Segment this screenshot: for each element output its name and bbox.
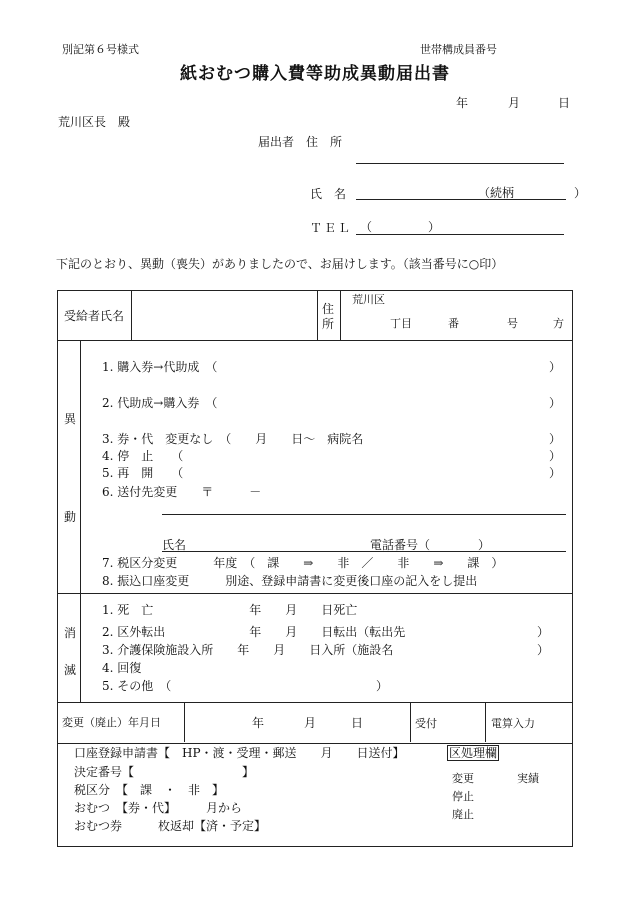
change-label-2: 動 <box>64 510 77 524</box>
loss-item-2[interactable]: 2. 区外転出 年 月 日転出（転出先 <box>102 625 406 639</box>
contact-line[interactable] <box>162 551 566 552</box>
office-line-3: 税区分 【 課 ・ 非 】 <box>74 783 225 797</box>
tel-label: ＴＥＬ <box>310 221 353 235</box>
receipt-label: 受付 <box>415 717 437 730</box>
change-label-1: 異 <box>64 412 77 426</box>
change-date-label: 変更（廃止）年月日 <box>62 716 161 729</box>
office-line-5: おむつ券 枚返却【済・予定】 <box>74 819 267 833</box>
close-paren: ） <box>537 625 550 639</box>
office-stop-label: 停止 <box>452 790 474 803</box>
new-address-line[interactable] <box>162 514 566 515</box>
divider <box>184 702 185 742</box>
kata-label: 方 <box>553 317 564 330</box>
office-change-label: 変更 <box>452 772 474 785</box>
loss-label-1: 消 <box>64 626 77 640</box>
applicant-address-label: 住 所 <box>306 135 343 149</box>
computer-input-label: 電算入力 <box>491 717 535 730</box>
change-item-2[interactable]: 2. 代助成→購入券 （ <box>102 396 218 410</box>
close-paren: ） <box>549 432 562 446</box>
divider <box>317 290 318 340</box>
address-label-2: 所 <box>322 317 335 331</box>
change-item-3[interactable]: 3. 券・代 変更なし （ 月 日～ 病院名 <box>102 432 364 446</box>
divider <box>410 702 411 742</box>
loss-item-4[interactable]: 4. 回復 <box>102 661 142 675</box>
applicant-label: 届出者 <box>258 135 295 149</box>
change-item-7[interactable]: 7. 税区分変更 年度 （ 課 ⇒ 非 ／ 非 ⇒ 課 ） <box>102 556 504 570</box>
form-id: 別記第６号様式 <box>62 43 139 56</box>
tel-field[interactable] <box>356 234 564 235</box>
addressee: 荒川区長 殿 <box>58 115 131 129</box>
divider <box>57 340 573 341</box>
divider <box>485 702 486 742</box>
loss-item-3[interactable]: 3. 介護保険施設入所 年 月 日入所（施設名 <box>102 643 394 657</box>
relationship-label: （続柄 ） <box>478 186 587 200</box>
address-label-1: 住 <box>322 302 335 316</box>
close-paren: ） <box>376 679 389 693</box>
close-paren: ） <box>549 396 562 410</box>
household-no-label: 世帯構成員番号 <box>420 43 497 56</box>
recipient-name-label: 受給者氏名 <box>64 309 125 323</box>
close-paren: ） <box>537 643 550 657</box>
loss-item-5[interactable]: 5. その他 （ <box>102 679 172 693</box>
divider <box>80 340 81 702</box>
ward-label: 荒川区 <box>352 293 385 306</box>
office-record-label: 実績 <box>517 772 539 785</box>
date-month-label: 月 <box>508 96 521 110</box>
intro-text: 下記のとおり、異動（喪失）がありましたので、お届けします。（該当番号に○印） <box>56 257 504 271</box>
change-item-6[interactable]: 6. 送付先変更 〒 － <box>102 485 262 499</box>
close-paren: ） <box>549 466 562 480</box>
change-item-4[interactable]: 4. 停 止 （ <box>102 449 184 463</box>
loss-item-1[interactable]: 1. 死 亡 年 月 日死亡 <box>102 603 358 617</box>
close-paren: ） <box>549 360 562 374</box>
change-item-5[interactable]: 5. 再 開 （ <box>102 466 184 480</box>
change-date-day[interactable]: 日 <box>351 716 364 730</box>
change-date-month[interactable]: 月 <box>304 716 317 730</box>
ward-processing-box: 区処理欄 <box>449 746 498 760</box>
chome-label: 丁目 <box>390 317 412 330</box>
tel-paren-open: （ <box>360 220 373 234</box>
tel-paren-close: ） <box>428 220 441 234</box>
date-day-label: 日 <box>558 96 571 110</box>
change-item-8[interactable]: 8. 振込口座変更 別途、登録申請書に変更後口座の記入をし提出 <box>102 574 478 588</box>
divider <box>57 702 573 703</box>
change-date-year[interactable]: 年 <box>252 716 265 730</box>
page-title: 紙おむつ購入費等助成異動届出書 <box>180 64 450 84</box>
applicant-address-field[interactable] <box>356 163 564 164</box>
loss-label-2: 滅 <box>64 663 77 677</box>
contact-name-label: 氏名 <box>162 538 187 552</box>
applicant-name-label: 氏 名 <box>310 187 347 201</box>
change-item-1[interactable]: 1. 購入券→代助成 （ <box>102 360 218 374</box>
date-year-label: 年 <box>456 96 469 110</box>
divider <box>57 593 573 594</box>
divider <box>340 290 341 340</box>
office-line-2: 決定番号【 】 <box>74 765 255 779</box>
close-paren: ） <box>549 449 562 463</box>
go-label: 号 <box>507 317 518 330</box>
main-table <box>57 290 573 744</box>
office-abolish-label: 廃止 <box>452 808 474 821</box>
ban-label: 番 <box>448 317 459 330</box>
office-line-4: おむつ 【券・代】 月から <box>74 801 243 815</box>
contact-phone-label: 電話番号（ ） <box>370 538 491 552</box>
office-line-1: 口座登録申請書【 HP・渡・受理・郵送 月 日送付】 <box>74 746 405 760</box>
recipient-name-field[interactable] <box>132 291 316 339</box>
